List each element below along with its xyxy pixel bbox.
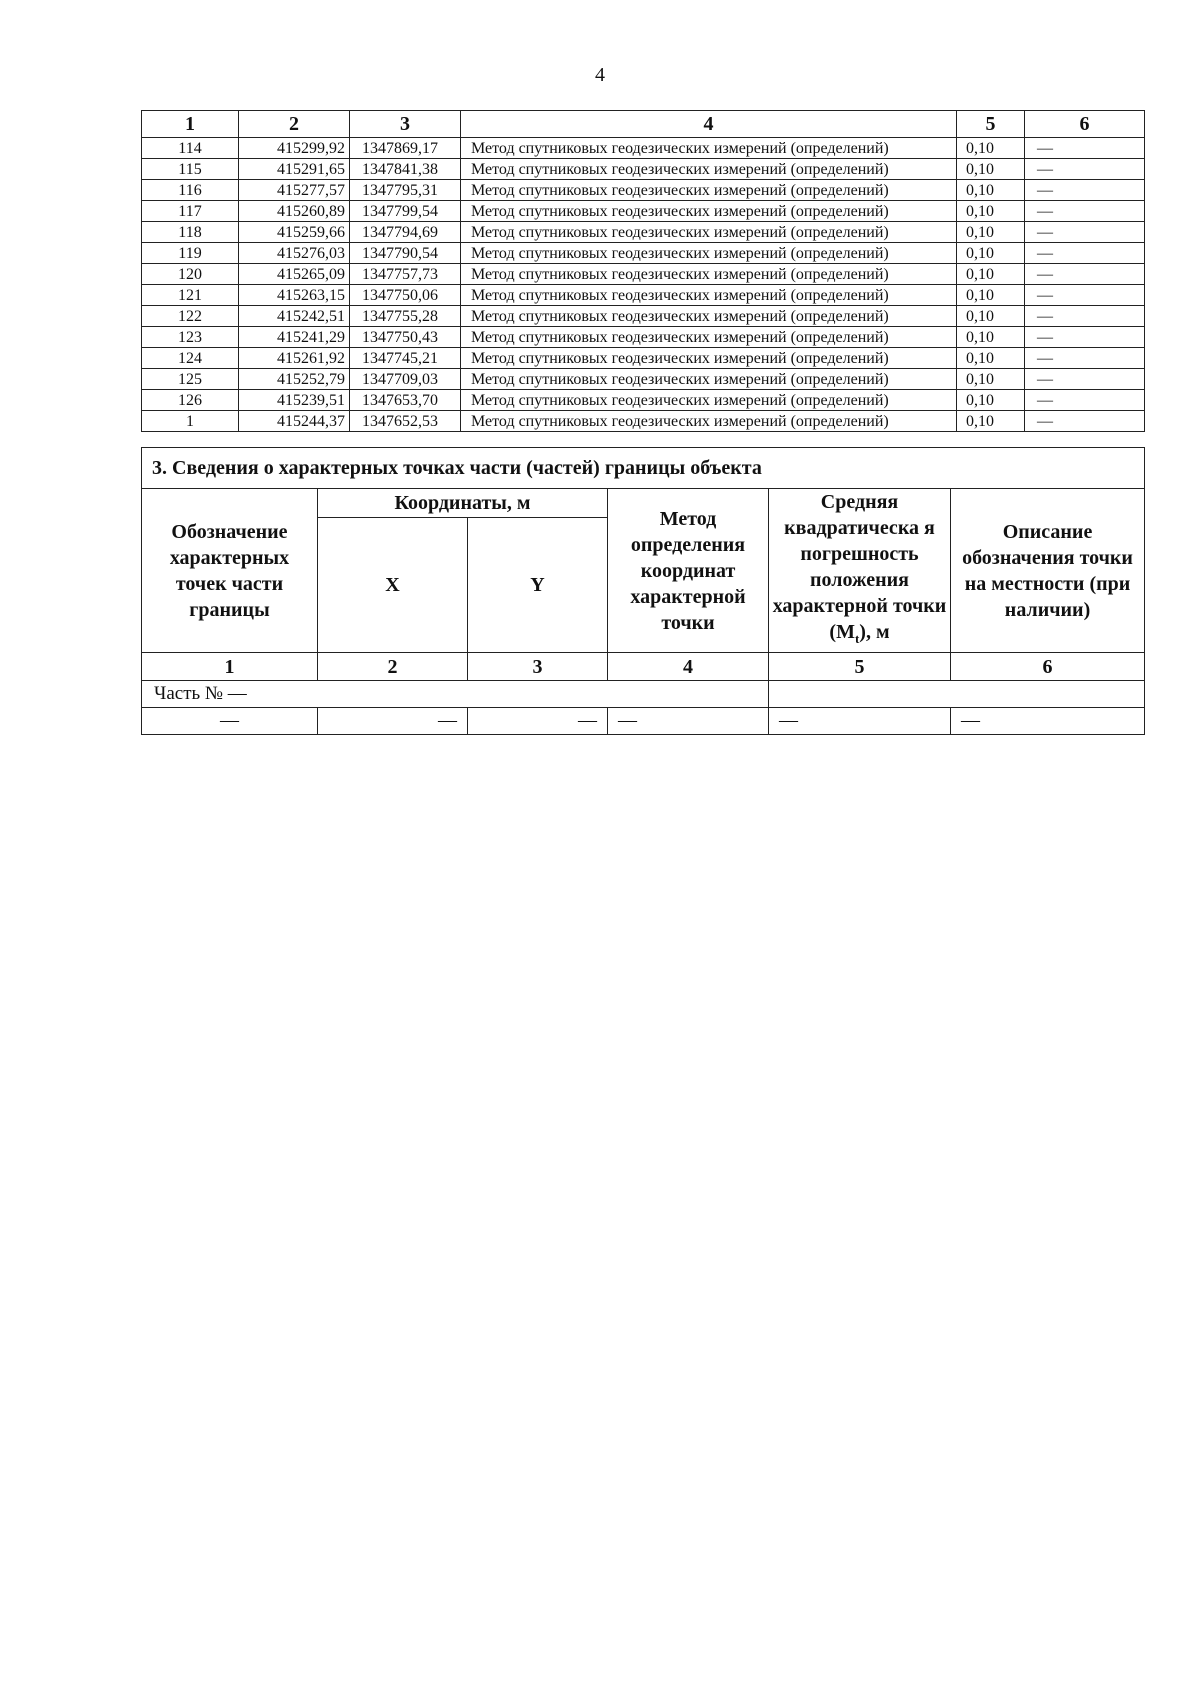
- column-header: 3: [350, 111, 461, 138]
- accuracy-cell: 0,10: [957, 222, 1025, 243]
- x-coordinate: 415260,89: [239, 201, 350, 222]
- page-number: 4: [595, 64, 605, 86]
- method-cell: Метод спутниковых геодезических измерений (определений): [461, 180, 957, 201]
- y-coordinate: 1347652,53: [350, 411, 461, 432]
- point-number: 115: [142, 159, 239, 180]
- point-number: 1: [142, 411, 239, 432]
- header-coordinates: Координаты, м: [318, 489, 608, 518]
- description-cell: —: [1025, 138, 1145, 159]
- table-row: [142, 264, 1145, 285]
- table-row: [142, 348, 1145, 369]
- column-header: 4: [461, 111, 957, 138]
- y-coordinate: 1347790,54: [350, 243, 461, 264]
- accuracy-label: Средняя квадратическа я погрешность положения характерной точки (M: [772, 491, 947, 643]
- point-number: 124: [142, 348, 239, 369]
- description-cell: —: [1025, 180, 1145, 201]
- x-coordinate: 415261,92: [239, 348, 350, 369]
- description-cell: —: [1025, 390, 1145, 411]
- description-cell: —: [1025, 327, 1145, 348]
- header-y: Y: [468, 517, 608, 652]
- method-cell: Метод спутниковых геодезических измерений (определений): [461, 285, 957, 306]
- y-coordinate: 1347799,54: [350, 201, 461, 222]
- method-cell: Метод спутниковых геодезических измерений (определений): [461, 306, 957, 327]
- column-number: 6: [951, 653, 1145, 681]
- accuracy-cell: 0,10: [957, 243, 1025, 264]
- description-cell: —: [1025, 243, 1145, 264]
- method-cell: Метод спутниковых геодезических измерений (определений): [461, 159, 957, 180]
- y-coordinate: 1347750,06: [350, 285, 461, 306]
- y-coordinate: 1347841,38: [350, 159, 461, 180]
- method-cell: Метод спутниковых геодезических измерений (определений): [461, 390, 957, 411]
- method-cell: Метод спутниковых геодезических измерений (определений): [461, 138, 957, 159]
- table-row: [142, 201, 1145, 222]
- y-coordinate: 1347755,28: [350, 306, 461, 327]
- accuracy-cell: 0,10: [957, 306, 1025, 327]
- column-number: 4: [608, 653, 769, 681]
- table-row: [142, 222, 1145, 243]
- point-number: 121: [142, 285, 239, 306]
- accuracy-cell: 0,10: [957, 348, 1025, 369]
- point-number: 118: [142, 222, 239, 243]
- column-header: 2: [239, 111, 350, 138]
- method-cell: Метод спутниковых геодезических измерений (определений): [461, 201, 957, 222]
- accuracy-subscript: t: [854, 631, 860, 646]
- description-cell: —: [1025, 222, 1145, 243]
- accuracy-cell: 0,10: [957, 201, 1025, 222]
- point-number: 116: [142, 180, 239, 201]
- x-coordinate: 415276,03: [239, 243, 350, 264]
- column-number: 3: [468, 653, 608, 681]
- table-row: [142, 369, 1145, 390]
- accuracy-cell: 0,10: [957, 138, 1025, 159]
- point-number: 123: [142, 327, 239, 348]
- table-row: [142, 138, 1145, 159]
- column-header: 6: [1025, 111, 1145, 138]
- point-number: 114: [142, 138, 239, 159]
- table-row: [142, 390, 1145, 411]
- x-coordinate: 415263,15: [239, 285, 350, 306]
- description-cell: —: [1025, 369, 1145, 390]
- point-number: 117: [142, 201, 239, 222]
- part-boundary-points-table: [141, 447, 1145, 735]
- point-number: 125: [142, 369, 239, 390]
- description-cell: —: [1025, 285, 1145, 306]
- y-coordinate: 1347653,70: [350, 390, 461, 411]
- table-row: [142, 285, 1145, 306]
- table-row: [142, 411, 1145, 432]
- accuracy-cell: 0,10: [957, 159, 1025, 180]
- y-coordinate: 1347795,31: [350, 180, 461, 201]
- empty-cell: —: [769, 708, 951, 735]
- description-cell: —: [1025, 201, 1145, 222]
- accuracy-cell: 0,10: [957, 264, 1025, 285]
- x-coordinate: 415252,79: [239, 369, 350, 390]
- table-header-row: [142, 111, 1145, 138]
- x-coordinate: 415242,51: [239, 306, 350, 327]
- description-cell: —: [1025, 159, 1145, 180]
- x-coordinate: 415244,37: [239, 411, 350, 432]
- part-label: Часть № —: [142, 681, 769, 708]
- empty-cell: —: [468, 708, 608, 735]
- header-accuracy: [769, 489, 951, 653]
- x-coordinate: 415291,65: [239, 159, 350, 180]
- point-number: 122: [142, 306, 239, 327]
- description-cell: —: [1025, 411, 1145, 432]
- description-cell: —: [1025, 264, 1145, 285]
- column-header: 1: [142, 111, 239, 138]
- column-number: 1: [142, 653, 318, 681]
- point-number: 120: [142, 264, 239, 285]
- x-coordinate: 415265,09: [239, 264, 350, 285]
- y-coordinate: 1347757,73: [350, 264, 461, 285]
- accuracy-cell: 0,10: [957, 285, 1025, 306]
- header-method: Метод определения координат характерной точки: [608, 489, 769, 653]
- part-label-empty: [769, 681, 1145, 708]
- x-coordinate: 415299,92: [239, 138, 350, 159]
- header-designation: Обозначение характерных точек части границы: [142, 489, 318, 653]
- accuracy-unit: ), м: [859, 621, 890, 643]
- accuracy-cell: 0,10: [957, 390, 1025, 411]
- column-header: 5: [957, 111, 1025, 138]
- y-coordinate: 1347869,17: [350, 138, 461, 159]
- point-number: 126: [142, 390, 239, 411]
- x-coordinate: 415239,51: [239, 390, 350, 411]
- header-x: X: [318, 517, 468, 652]
- table-row: [142, 708, 1145, 735]
- section-title: 3. Сведения о характерных точках части (частей) границы объекта: [142, 448, 1145, 489]
- empty-cell: —: [142, 708, 318, 735]
- boundary-points-table: [141, 110, 1145, 432]
- accuracy-cell: 0,10: [957, 180, 1025, 201]
- y-coordinate: 1347794,69: [350, 222, 461, 243]
- header-description: Описание обозначения точки на местности (при наличии): [951, 489, 1145, 653]
- empty-cell: —: [608, 708, 769, 735]
- method-cell: Метод спутниковых геодезических измерений (определений): [461, 243, 957, 264]
- description-cell: —: [1025, 348, 1145, 369]
- column-number: 5: [769, 653, 951, 681]
- column-number: 2: [318, 653, 468, 681]
- table-row: [142, 243, 1145, 264]
- method-cell: Метод спутниковых геодезических измерений (определений): [461, 222, 957, 243]
- description-cell: —: [1025, 306, 1145, 327]
- accuracy-cell: 0,10: [957, 327, 1025, 348]
- method-cell: Метод спутниковых геодезических измерений (определений): [461, 369, 957, 390]
- point-number: 119: [142, 243, 239, 264]
- method-cell: Метод спутниковых геодезических измерений (определений): [461, 327, 957, 348]
- method-cell: Метод спутниковых геодезических измерений (определений): [461, 348, 957, 369]
- x-coordinate: 415259,66: [239, 222, 350, 243]
- accuracy-cell: 0,10: [957, 411, 1025, 432]
- table-row: [142, 327, 1145, 348]
- y-coordinate: 1347750,43: [350, 327, 461, 348]
- table-row: [142, 159, 1145, 180]
- empty-cell: —: [318, 708, 468, 735]
- x-coordinate: 415277,57: [239, 180, 350, 201]
- table-row: [142, 180, 1145, 201]
- y-coordinate: 1347709,03: [350, 369, 461, 390]
- method-cell: Метод спутниковых геодезических измерений (определений): [461, 411, 957, 432]
- empty-cell: —: [951, 708, 1145, 735]
- table-body: [142, 138, 1145, 432]
- x-coordinate: 415241,29: [239, 327, 350, 348]
- table-row: [142, 306, 1145, 327]
- y-coordinate: 1347745,21: [350, 348, 461, 369]
- accuracy-cell: 0,10: [957, 369, 1025, 390]
- method-cell: Метод спутниковых геодезических измерений (определений): [461, 264, 957, 285]
